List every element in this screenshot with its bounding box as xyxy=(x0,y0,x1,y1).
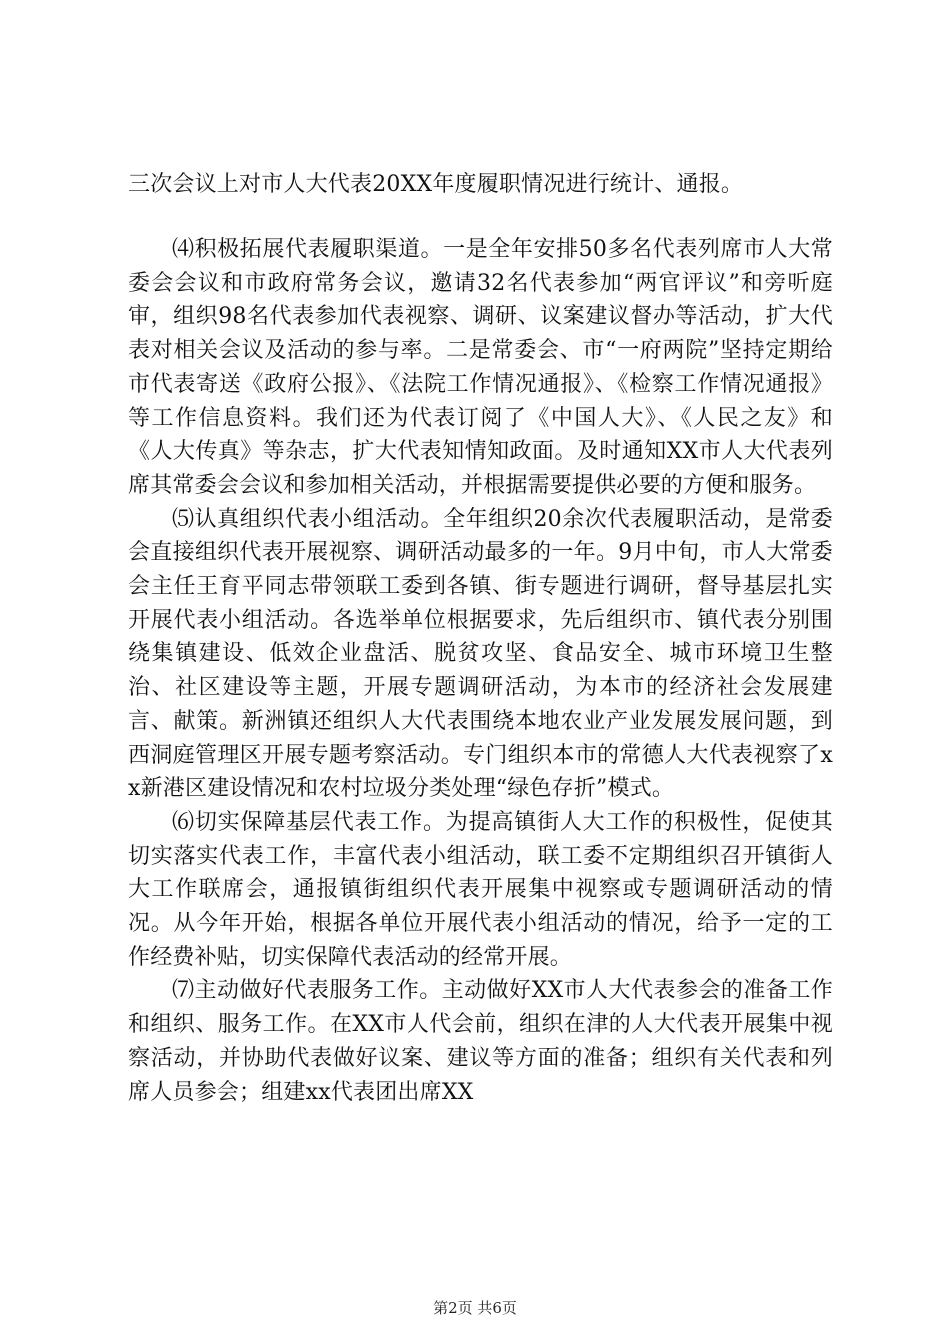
paragraph-7: ⑺主动做好代表服务工作。主动做好XX市人大代表参会的准备工作和组织、服务工作。在XX市人代会前，组织在津的人大代表开展集中视察活动，并协助代表做好议案、建议等方面的准备；组织有关代表和列席人员参会；组建xx代表团出席XX xyxy=(128,978,833,1105)
paragraph-6: ⑹切实保障基层代表工作。为提高镇街人大工作的积极性，促使其切实落实代表工作，丰富代表小组活动，联工委不定期组织召开镇街人大工作联席会，通报镇街组织代表开展集中视察或专题调研活动的情况。从今年开始，根据各单位开展代表小组活动的情况，给予一定的工作经费补贴，切实保障代表活动的经常开展。 xyxy=(128,809,833,970)
page-footer: 第2页 共6页 xyxy=(433,1299,517,1317)
continuation-line xyxy=(128,168,833,202)
body-paragraphs xyxy=(128,233,833,1109)
paragraph-4: ⑷积极拓展代表履职渠道。一是全年安排50多名代表列席市人大常委会会议和市政府常务会议，邀请32名代表参加“两官评议”和旁听庭审，组织98名代表参加代表视察、调研、议案建议督办等活动，扩大代表对相关会议及活动的参与率。二是常委会、市“一府两院”坚持定期给市代表寄送《政府公报》、《法院工作情况通报》、《检察工作情况通报》等工作信息资料。我们还为代表订阅了《中国人大》、《人民之友》和《人大传真》等杂志，扩大代表知情知政面。及时通知XX市人大代表列席其常委会会议和参加相关活动，并根据需要提供必要的方便和服务。 xyxy=(128,237,833,498)
continuation-text: 三次会议上对市人大代表20XX年度履职情况进行统计、通报。 xyxy=(128,172,744,197)
paragraph-5: ⑸认真组织代表小组活动。全年组织20余次代表履职活动，是常委会直接组织代表开展视察、调研活动最多的一年。9月中旬，市人大常委会主任王育平同志带领联工委到各镇、街专题进行调研，督导基层扎实开展代表小组活动。各选举单位根据要求，先后组织市、镇代表分别围绕集镇建设、低效企业盘活、脱贫攻坚、食品安全、城市环境卫生整治、社区建设等主题，开展专题调研活动，为本市的经济社会发展建言、献策。新洲镇还组织人大代表围绕本地农业产业发展发展问题，到西洞庭管理区开展专题考察活动。专门组织本市的常德人大代表视察了xx新港区建设情况和农村垃圾分类处理“绿色存折”模式。 xyxy=(128,506,833,802)
